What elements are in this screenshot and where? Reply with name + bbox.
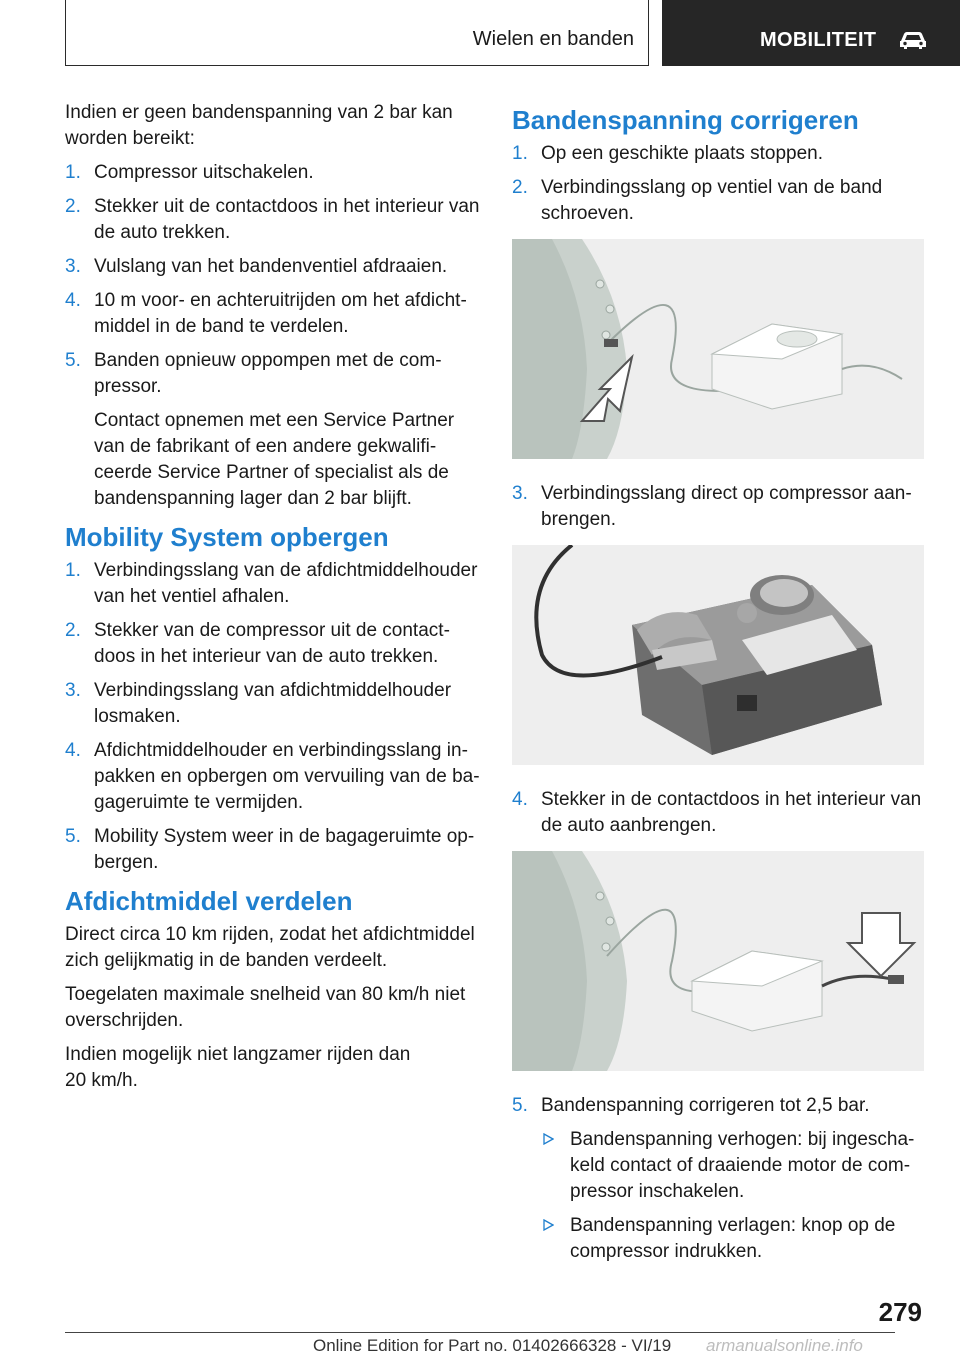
edition-text: Online Edition for Part no. 01402666328 - VI/19 [313,1336,672,1355]
sub-list-item [541,1213,924,1265]
watermark-text: armanualsonline.info [706,1336,863,1355]
footer-divider [65,1332,895,1333]
correct-steps-list-d [512,1093,924,1265]
list-item [512,1093,924,1265]
triangle-bullet-icon [543,1133,554,1145]
list-item [65,194,480,246]
step-text: Verbindingsslang van de afdichtmiddelhouder van het ventiel afhalen. [94,560,478,607]
step-text: Banden opnieuw oppompen met de compressor. [94,350,442,397]
step-text: Stekker in de contactdoos in het interieur van de auto aanbrengen. [541,789,922,836]
step-number: 1. [65,560,81,581]
step-text: Verbindingsslang van afdichtmiddelhouder losmaken. [94,680,452,727]
step-number: 5. [65,826,81,847]
list-item [65,678,480,730]
figure-hose-on-valve [512,239,924,459]
header-section-box [65,0,649,66]
step-note: Contact opnemen met een Service Partner van de fabrikant of een andere gekwalificeerde Service Partner of specialist als de bandenspanning lager dan 2 bar blijft. [94,410,455,509]
figure-plug-socket [512,851,924,1071]
sub-steps-list [541,1127,924,1265]
step-text: Verbindingsslang direct op compressor aanbrengen. [541,483,912,530]
figure-compressor [512,545,924,765]
step-text: Stekker uit de contactdoos in het interieur van de auto trekken. [94,196,480,243]
triangle-bullet-icon [543,1219,554,1231]
heading-distribute: Afdichtmiddel verdelen [65,886,353,916]
heading-correct-pressure: Bandenspanning corrigeren [512,105,859,135]
list-item [65,738,480,816]
sub-step-text: Bandenspanning verlagen: knop op de compressor indrukken. [570,1215,896,1262]
list-item [65,254,480,280]
step-number: 3. [65,680,81,701]
step-number: 1. [65,162,81,183]
list-item [512,141,924,167]
correct-steps-list-b [512,481,924,533]
intro-steps-list [65,160,480,512]
step-text: Stekker van de compressor uit de contactdoos in het interieur van de auto trekken. [94,620,450,667]
step-number: 2. [512,177,528,198]
list-item [65,558,480,610]
step-number: 1. [512,143,528,164]
storage-steps-list [65,558,480,876]
list-item [65,160,480,186]
step-number: 5. [65,350,81,371]
step-text: Verbindingsslang op ventiel van de band schroeven. [541,177,883,224]
list-item [65,348,480,512]
step-number: 4. [65,290,81,311]
step-text: Vulslang van het bandenventiel afdraaien. [94,256,448,277]
step-number: 2. [65,620,81,641]
step-text: Compressor uitschakelen. [94,162,314,183]
step-text: Afdichtmiddelhouder en verbindingsslang inpakken en opbergen om vervuiling van de bagageruimte te vermijden. [94,740,480,813]
car-icon [898,30,928,50]
step-number: 3. [512,483,528,504]
step-number: 4. [512,789,528,810]
list-item [512,175,924,227]
sub-list-item [541,1127,924,1205]
heading-storage: Mobility System opbergen [65,522,389,552]
sub-step-text: Bandenspanning verhogen: bij ingeschakeld contact of draaiende motor de compressor inschakelen. [570,1129,915,1202]
step-number: 5. [512,1095,528,1116]
correct-steps-list-a [512,141,924,227]
correct-steps-list-c [512,787,924,839]
step-text: Op een geschikte plaats stoppen. [541,143,824,164]
left-column [65,100,480,1102]
list-item [65,618,480,670]
header-chapter-title: MOBILITEIT [760,29,877,51]
step-number: 4. [65,740,81,761]
list-item [512,481,924,533]
compressor-illustration [512,545,924,765]
distribute-paragraph: Indien mogelijk niet langzamer rijden dan 20 km/h. [65,1044,411,1091]
step-text: 10 m voor- en achteruitrijden om het afdichtmiddel in de band te verdelen. [94,290,467,337]
step-number: 2. [65,196,81,217]
distribute-paragraph: Direct circa 10 km rijden, zodat het afdichtmiddel zich gelijkmatig in de banden verdeelt. [65,924,475,971]
header-chapter-box [662,0,960,66]
distribute-paragraph: Toegelaten maximale snelheid van 80 km/h niet overschrijden. [65,984,466,1031]
page-number: 279 [878,1297,922,1327]
list-item [65,288,480,340]
step-text: Bandenspanning corrigeren tot 2,5 bar. [541,1095,870,1116]
intro-paragraph: Indien er geen bandenspanning van 2 bar kan worden bereikt: [65,102,453,149]
step-number: 3. [65,256,81,277]
list-item [65,824,480,876]
tire-valve-illustration [512,239,924,459]
header-section-title: Wielen en banden [472,28,634,50]
plug-illustration [512,851,924,1071]
step-text: Mobility System weer in de bagageruimte opbergen. [94,826,475,873]
right-column [512,100,924,1273]
list-item [512,787,924,839]
